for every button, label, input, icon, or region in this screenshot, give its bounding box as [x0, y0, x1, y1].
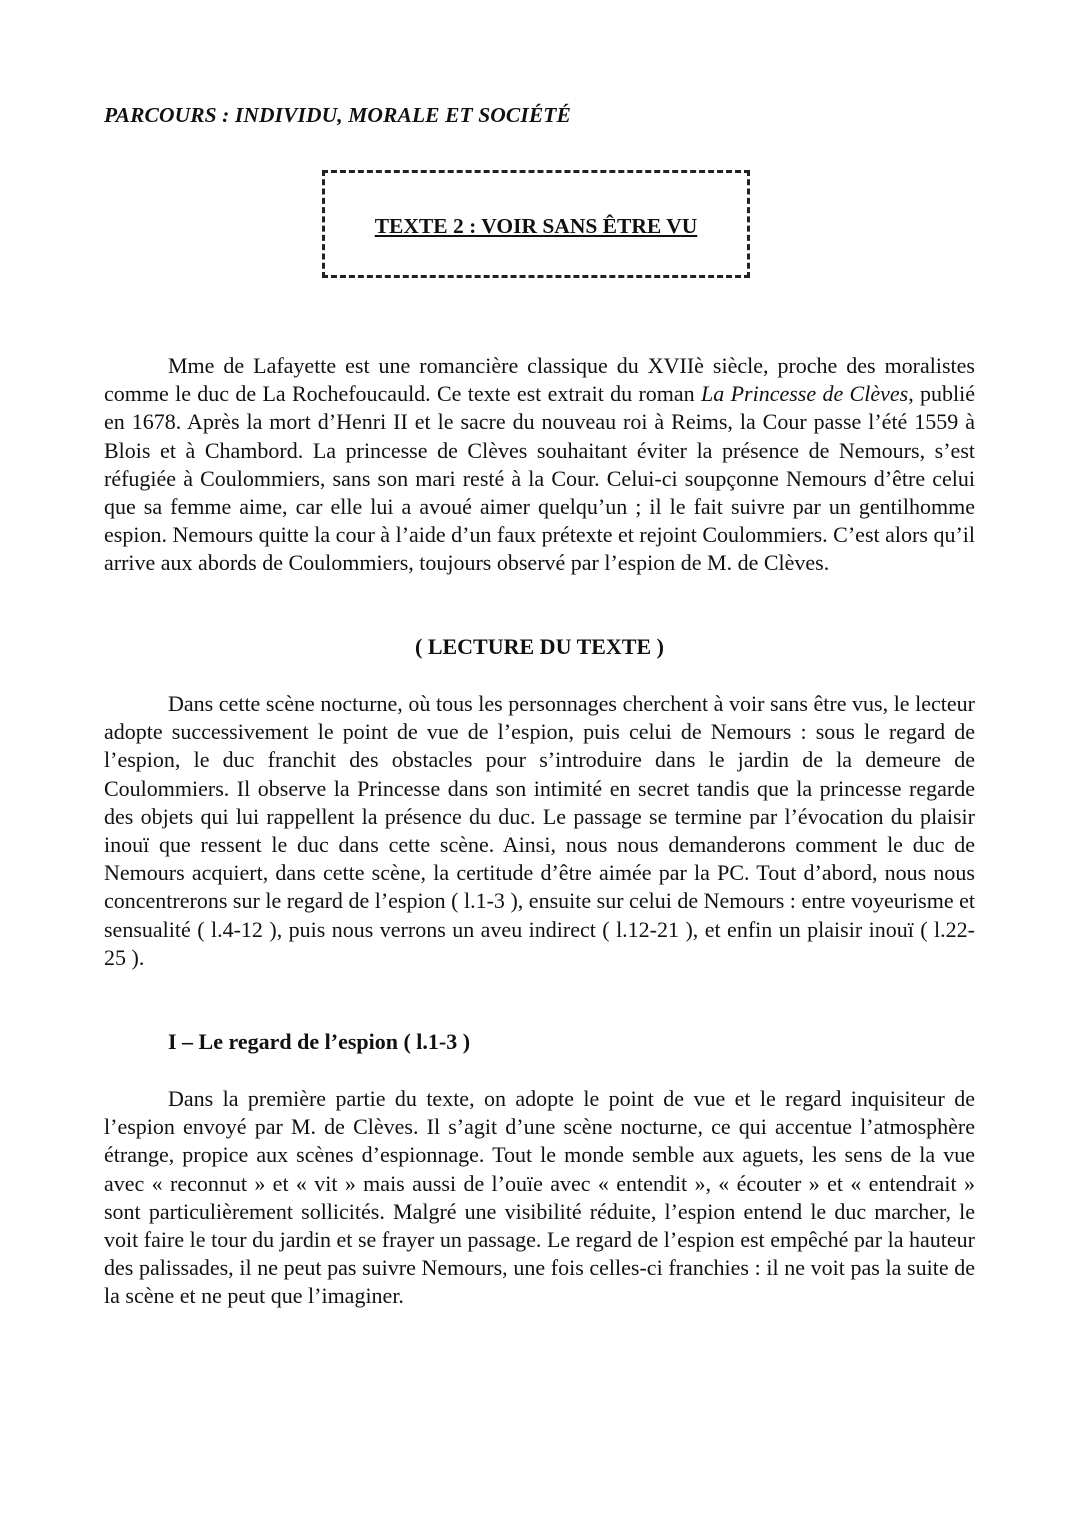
section-1-paragraph: Dans la première partie du texte, on adopte le point de vue et le regard inquisiteur de l’espion envoyé par M. de Clèves. Il s’agit d’une scène nocturne, ce qui accentue l’atmosphère étrange, propice aux scènes d’espionnage. Tout le monde semble aux aguets, les sens de la vue avec « reconnut » et « vit » mais aussi de l’ouïe avec « entendit », « écouter » et « entendrait » sont particulièrement sollicités. Malgré une visibilité réduite, l’espion entend le duc marcher, le voit faire le tour du jardin et se frayer un passage. Le regard de l’espion est empêché par la hauteur des palissades, il ne peut pas suivre Nemours, une fois celles-ci franchies : il ne voit pas la suite de la scène et ne peut que l’imaginer. — [104, 1086, 975, 1309]
intro-paragraph — [104, 352, 975, 578]
work-title: La Princesse de Clèves — [701, 381, 909, 407]
intro-text-part2: , publié en 1678. Après la mort d’Henri II et le sacre du nouveau roi à Reims, la Cour passe l’été 1559 à Blois et à Chambord. La princesse de Clèves souhaitant éviter la présence de Nemours, s’est réfugiée à Coulommiers, sans son mari resté à la Cour. Celui-ci soupçonne Nemours d’être celui que sa femme aime, car elle lui a avoué aimer quelqu’un ; il le fait suivre par un gentilhomme espion. Nemours quitte la cour à l’aide d’un faux prétexte et rejoint Coulommiers. C’est alors qu’il arrive aux abords de Coulommiers, toujours observé par l’espion de M. de Clèves. — [104, 381, 976, 576]
presentation-paragraph: Dans cette scène nocturne, où tous les personnages cherchent à voir sans être vus, le lecteur adopte successivement le point de vue de l’espion, puis celui de Nemours : sous le regard de l’espion, le duc franchit des obstacles pour s’introduire dans le jardin de la demeure de Coulommiers. Il observe la Princesse dans son intimité en secret tandis que la princesse regarde des objets qui lui rappellent la présence du duc. Le passage se termine par l’évocation du plaisir inouï que ressent le duc dans cette scène. Ainsi, nous nous demanderons comment le duc de Nemours acquiert, dans cette scène, la certitude d’être aimée par la PC. Tout d’abord, nous nous concentrerons sur le regard de l’espion ( l.1-3 ), ensuite sur celui de Nemours : entre voyeurisme et sensualité ( l.4-12 ), puis nous verrons un aveu indirect ( l.12-21 ), et enfin un plaisir inouï ( l.22-25 ). — [104, 691, 975, 970]
intro-text-part1: Mme de Lafayette est une romancière classique du XVIIè siècle, proche des moralistes comme le duc de La Rochefoucauld. Ce texte est extrait du roman — [104, 353, 975, 407]
section-1-heading: I – Le regard de l’espion ( l.1-3 ) — [168, 1029, 471, 1054]
parcours-header: PARCOURS : INDIVIDU, MORALE ET SOCIÉTÉ — [104, 103, 571, 127]
text-title: TEXTE 2 : VOIR SANS ÊTRE VU — [374, 214, 698, 238]
lecture-heading: ( LECTURE DU TEXTE ) — [415, 634, 664, 659]
title-dashed-box — [322, 170, 750, 278]
